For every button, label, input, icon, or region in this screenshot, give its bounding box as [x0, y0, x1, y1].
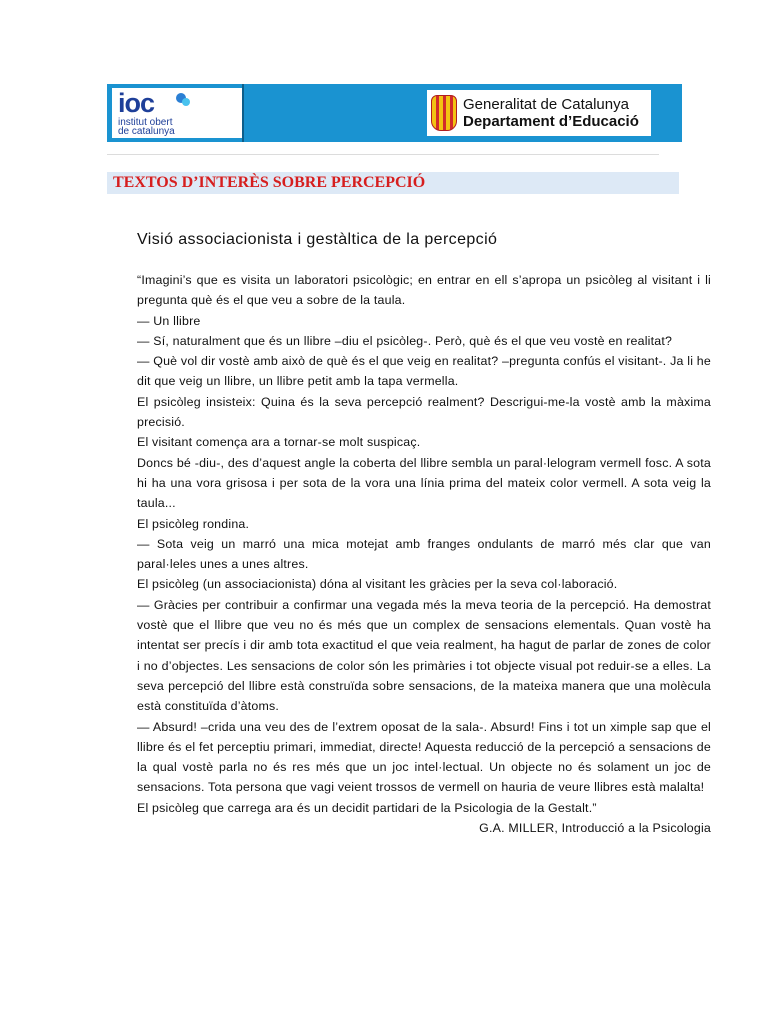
paragraph-intro: “Imagini’s que es visita un laboratori psicològic; en entrar en ell s’apropa un psicòleg al visitant i li pregunta què és el que veu a sobre de la taula.	[137, 273, 711, 308]
generalitat-name: Generalitat de Catalunya	[463, 96, 629, 113]
paragraph-dialogue: — Què vol dir vostè amb això de què és el que veig en realitat? –pregunta confús el visitant-. Ja li he dit que veig un llibre, un llibre petit amb la tapa vermella.	[137, 354, 711, 389]
paragraph-narration: El visitant comença ara a tornar-se molt suspicaç.	[137, 435, 421, 450]
paragraph-narration: El psicòleg (un associacionista) dóna al visitant les gràcies per la seva col·laboració.	[137, 577, 618, 592]
header-divider	[242, 84, 244, 142]
section-header	[107, 172, 679, 194]
ioc-logo-dot-accent-icon	[182, 98, 190, 106]
section-title: TEXTOS D’INTERÈS SOBRE PERCEPCIÓ	[113, 174, 426, 191]
paragraph-dialogue: — Un llibre	[137, 313, 201, 328]
generalitat-logo	[427, 90, 651, 136]
header-banner	[107, 84, 682, 142]
paragraph-dialogue: — Gràcies per contribuir a confirmar una vegada més la meva teoria de la percepció. Ha demostrat vostè que el llibre que veu no és més que un complex de sensacions elementals. Quan vostè ha intentat ser precís i dir amb tota exactitud el que veia realment, ha hagut de parlar de zones de color i no d’objectes. Les sensacions de color són les primàries i tot objecte visual pot reduir-se a elles. La seva percepció del llibre està construïda sobre sensacions, de la mateixa manera que una molècula està constituïda d’àtoms.	[137, 597, 711, 714]
ioc-logo-word: ioc	[118, 88, 155, 118]
ioc-logo-line1: institut obert	[118, 117, 173, 128]
paragraph-dialogue: — Absurd! –crida una veu des de l’extrem oposat de la sala-. Absurd! Fins i tot un ximple sap que el llibre és el fet perceptiu primari, immediat, directe! Aquesta reducció de la percepció a sensacions de la qual vostè parla no és res més que un joc intel·lectual. Un objecte no és solament un joc de sensacions. Tota persona que vagi veient trossos de vermell on hauria de veure llibres està malalta!	[137, 719, 711, 795]
paragraph-closing: El psicòleg que carrega ara és un decidit partidari de la Psicologia de la Gestalt.”	[137, 800, 597, 815]
paragraph-narration: El psicòleg rondina.	[137, 516, 250, 531]
ioc-logo-line2: de catalunya	[118, 126, 175, 137]
article-title: Visió associacionista i gestàltica de la percepció	[137, 231, 498, 248]
paragraph-narration: Doncs bé -diu-, des d’aquest angle la coberta del llibre sembla un paral·lelogram vermell fosc. A sota hi ha una vora grisosa i per sota de la vora una línia prima del mateix color vermell. A sota veig la taula...	[137, 455, 711, 511]
citation: G.A. MILLER, Introducció a la Psicologia	[479, 821, 711, 836]
department-name: Departament d’Educació	[463, 113, 639, 130]
header-rule	[107, 154, 659, 155]
paragraph-dialogue: — Sí, naturalment que és un llibre –diu el psicòleg-. Però, què és el que veu vostè en realitat?	[137, 333, 673, 348]
paragraph-dialogue: — Sota veig un marró una mica motejat amb franges ondulants de marró més clar que van paral·leles unes a unes altres.	[137, 536, 711, 572]
paragraph-narration: El psicòleg insisteix: Quina és la seva percepció realment? Descrigui-me-la vostè amb la màxima precisió.	[137, 394, 711, 430]
catalan-coat-of-arms-icon	[431, 95, 457, 131]
ioc-logo	[112, 88, 242, 138]
article-body	[137, 270, 711, 838]
